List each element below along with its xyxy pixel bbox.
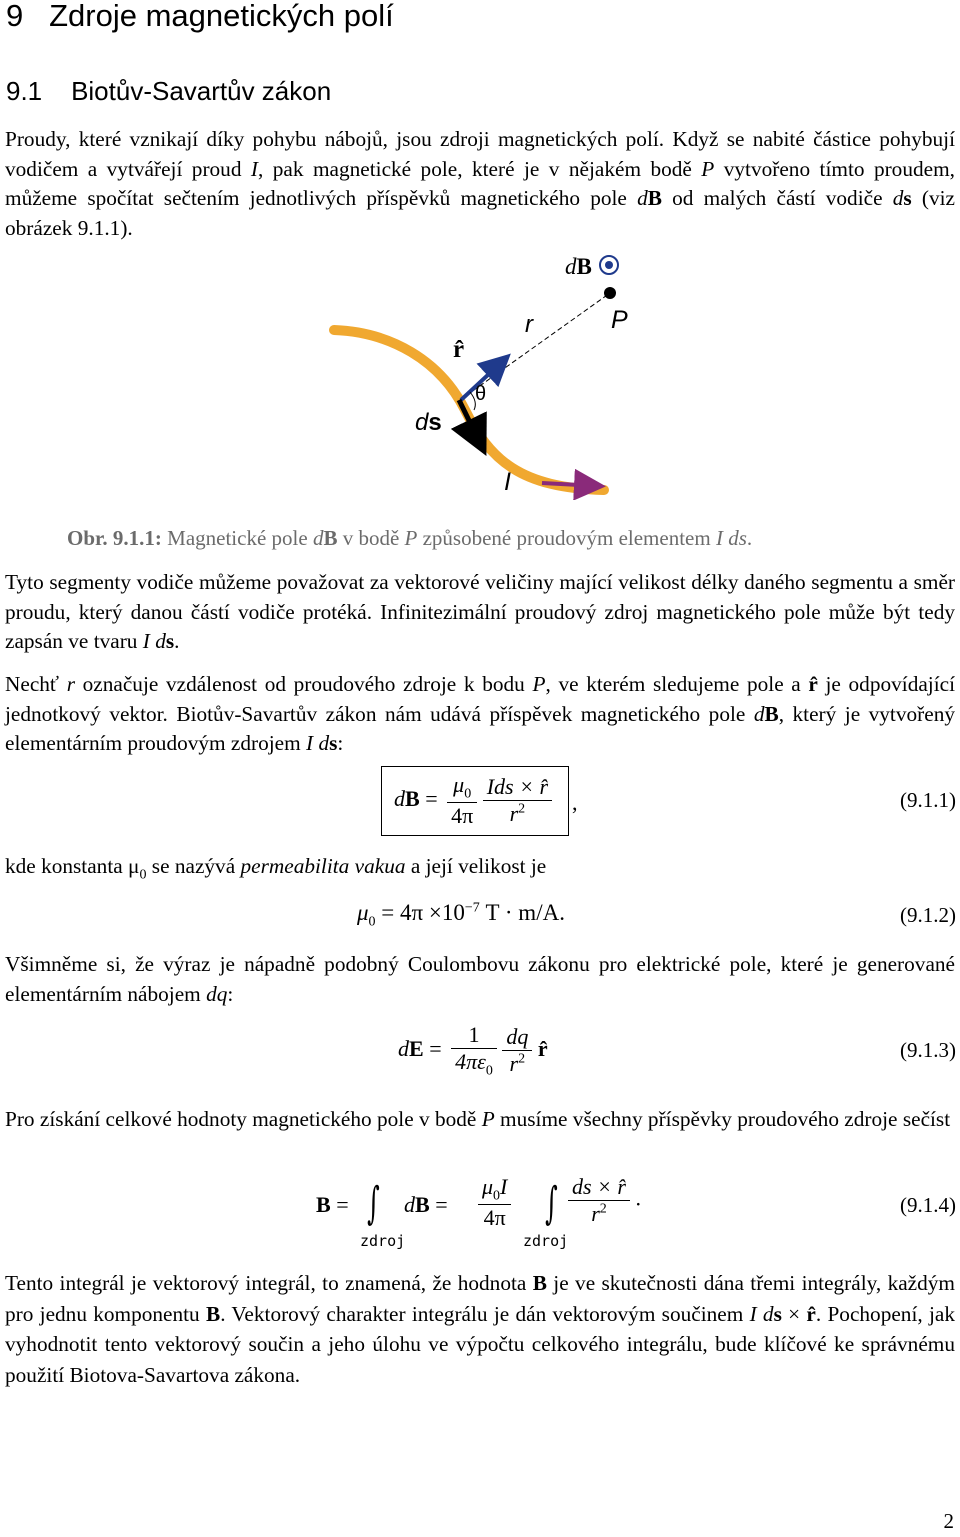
label-I: I: [504, 468, 511, 496]
paragraph-vector-integral: Tento integrál je vektorový integrál, to znamená, že hodnota B je ve skutečnosti dána třemi integrály, každým pro jednu komponentu B. Vektorový charakter integrálu je dán vektorovým součinem I ds × r̂. Pochopení, jak vyhodnotit tento vektorový součin a jeho úlohu ve výpočtu celkového integrálu, bude klíčové ke správnému použití Biotova-Savartova zákona.: [5, 1271, 956, 1387]
equation-9-1-4-integrand: $\frac{ds \times r̂}{r^2}$ .: [568, 1174, 641, 1227]
page-number: 2: [943, 1509, 954, 1533]
label-P: P: [611, 306, 628, 334]
svg-text:ds: [415, 409, 442, 436]
integral-sign-2: ∫: [545, 1178, 558, 1229]
label-ds-d: d: [415, 409, 429, 436]
equation-number-9-1-4: (9.1.4): [900, 1193, 956, 1217]
label-ds-s: s: [428, 409, 442, 436]
figure-caption: Obr. 9.1.1: Magnetické pole dB v bodě P způsobené proudovým elementem I ds.: [67, 526, 753, 550]
chapter-heading: 9 Zdroje magnetických polí: [6, 0, 394, 33]
paragraph-intro: Proudy, které vznikají díky pohybu nábojů, jsou zdroji magnetických polí. Když se nabité částice pohybují vodičem a vytvářejí proud I, pak magnetické pole, které je v nějakém bodě P vytvořeno tímto proudem, můžeme spočítat sečtením jednotlivých příspěvků magnetického pole dB od malých částí vodiče ds (viz obrázek 9.1.1).: [5, 127, 955, 240]
equation-9-1-2: $\mu_0 = 4\pi \times 10^{-7}$ T · m/A.: [357, 900, 565, 930]
label-dB-d: d: [565, 254, 577, 279]
figure-biot-savart: [320, 250, 660, 500]
paragraph-biot-savart-law: Nechť r označuje vzdálenost od proudového zdroje k bodu P, ve kterém sledujeme pole a r̂ je odpovídající jednotkový vektor. Biotův-Savartův zákon nám udává příspěvek magnetického pole dB, který je vytvořený elementárním proudovým zdrojem I ds:: [5, 672, 955, 755]
paragraph-segments: Tyto segmenty vodiče můžeme považovat za vektorové veličiny mající velikost délky daného segmentu a směr proudu, který danou částí vodiče protéká. Infinitezimální proudový zdroj magnetického pole může být tedy zapsán ve tvaru I ds.: [5, 570, 955, 653]
point-P: [604, 287, 616, 299]
section-heading: 9.1 Biotův-Savartův zákon: [6, 76, 332, 106]
equation-9-1-1: dB = $\frac{\mu_0}{4\pi}$ $\frac{\text{Ids × r̂}}{r^2}$: [394, 772, 552, 829]
ds-vector: [459, 400, 482, 447]
equation-number-9-1-2: (9.1.2): [900, 903, 956, 927]
integral-label-1: zdroj: [360, 1232, 406, 1250]
paragraph-total-field: Pro získání celkové hodnoty magnetického pole v bodě P musíme všechny příspěvky proudového zdroje sečíst: [5, 1107, 951, 1131]
equation-9-1-4-lhs: B =: [316, 1192, 349, 1217]
integral-label-2: zdroj: [523, 1232, 569, 1250]
label-dB-B: B: [576, 254, 592, 279]
wire: [334, 330, 604, 490]
equation-9-1-3: dE = $\frac{1}{4\pi\varepsilon_0}$ $\frac{dq}{r^2}$ r̂: [398, 1022, 548, 1079]
svg-text:dB: [565, 254, 592, 279]
paragraph-coulomb: Všimněme si, že výraz je nápadně podobný Coulombovu zákonu pro elektrické pole, které je generované elementárním nábojem dq:: [5, 952, 955, 1006]
equation-9-1-1-comma: ,: [572, 790, 578, 815]
paragraph-permeability: kde konstanta $\mu_0$ se nazývá permeabilita vakua a její velikost je: [5, 854, 547, 883]
equation-number-9-1-3: (9.1.3): [900, 1038, 956, 1062]
equation-number-9-1-1: (9.1.1): [900, 788, 956, 812]
label-theta: θ: [475, 383, 487, 405]
label-rhat: r̂: [453, 336, 465, 363]
equation-9-1-4-dB: dB =: [404, 1192, 448, 1217]
label-r: r: [525, 311, 533, 338]
equation-9-1-4-coef: $\frac{\mu_0I}{4\pi}$: [478, 1174, 511, 1231]
integral-sign-1: ∫: [367, 1178, 380, 1229]
